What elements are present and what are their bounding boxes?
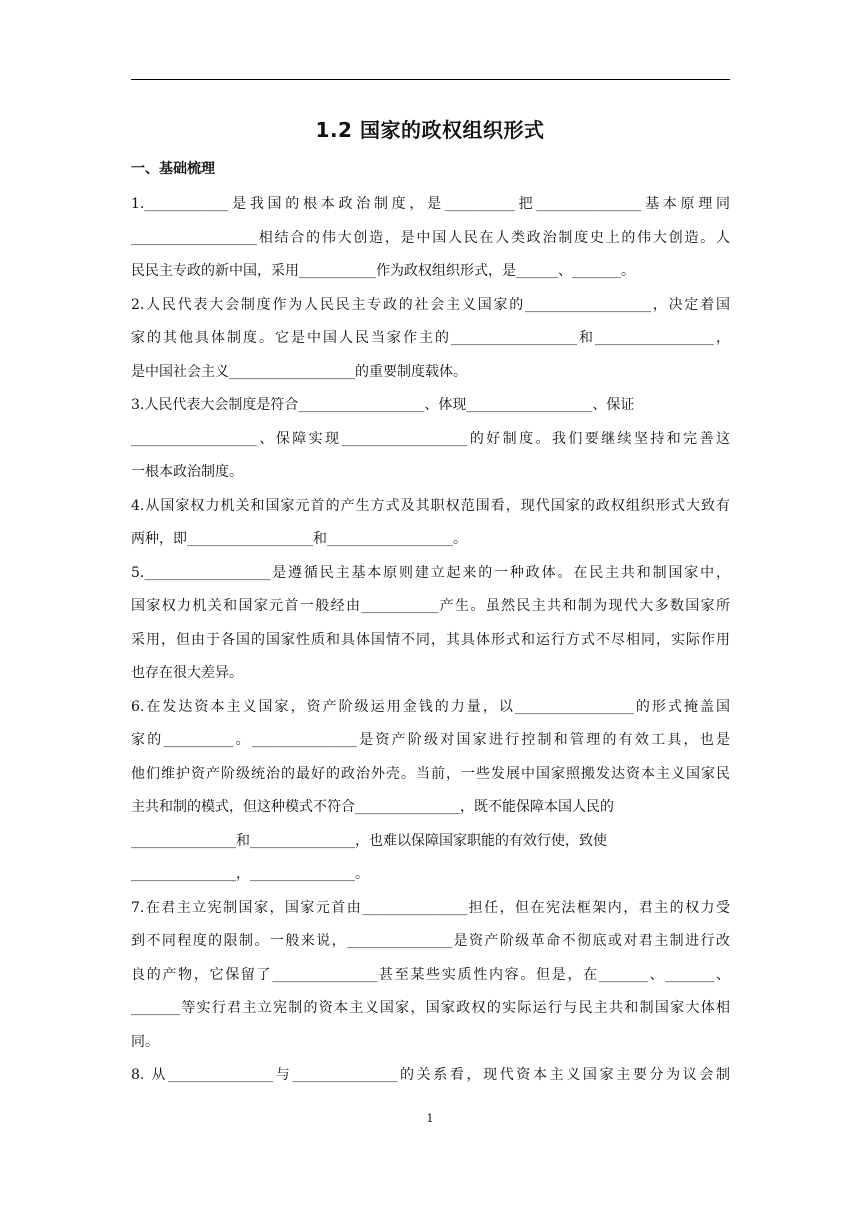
text-line: 2.人民代表大会制度作为人民民主专政的社会主义国家的__________________，决定着国	[131, 296, 730, 313]
text-line: _______等实行君主立宪制的资本主义国家，国家政权的实际运行与民主共和制国家大体相	[131, 1000, 730, 1016]
text-line: __________________相结合的伟大创造，是中国人民在人类政治制度史上的伟大创造。人	[131, 229, 730, 246]
text-line: 他们维护资产阶级统治的最好的政治外壳。当前，一些发展中国家照搬发达资本主义国家民	[131, 765, 730, 782]
text-line: 是中国社会主义__________________的重要制度载体。	[131, 363, 467, 380]
text-line: 到不同程度的限制。一般来说，_______________是资产阶级革命不彻底或对君主制进行改	[131, 933, 730, 949]
text-line: 同。	[131, 1033, 159, 1050]
text-line: 家的其他具体制度。它是中国人民当家作主的__________________和_________________，	[131, 330, 730, 346]
text-line: _______________，_______________。	[131, 866, 369, 882]
text-line: 采用，但由于各国的国家性质和具体国情不同，其具体形式和运行方式不尽相同，实际作用	[131, 631, 730, 648]
text-line: __________________、保障实现__________________的好制度。我们要继续坚持和完善这	[131, 430, 730, 447]
text-line: 1.____________是我国的根本政治制度，是__________把_______________基本原理同	[131, 196, 730, 212]
text-line: 4.从国家权力机关和国家元首的产生方式及其职权范围看，现代国家的政权组织形式大致有	[131, 497, 730, 514]
text-line: _______________和_______________，也难以保障国家职能的有效行使，致使	[131, 832, 607, 849]
text-line: 国家权力机关和国家元首一般经由___________产生。虽然民主共和制为现代大多数国家所	[131, 598, 730, 614]
text-line: 主共和制的模式，但这种模式不符合_______________，既不能保障本国人民的	[131, 799, 614, 815]
text-line: 6.在发达资本主义国家，资产阶级运用金钱的力量，以_________________的形式掩盖国	[131, 698, 730, 715]
text-line: 良的产物，它保留了_______________甚至某些实质性内容。但是，在_______、_______、	[131, 966, 730, 983]
text-line: 8. 从_______________与_______________的关系看，现代资本主义国家主要分为议会制	[131, 1067, 730, 1083]
text-line: 两种，即__________________和__________________。	[131, 531, 467, 547]
header-rule	[131, 79, 730, 80]
text-line: 也存在很大差异。	[131, 665, 243, 681]
text-line: 3.人民代表大会制度是符合__________________、体现__________________、保证	[131, 397, 635, 413]
section-heading: 一、基础梳理	[131, 161, 215, 177]
text-line: 5.__________________是遵循民主基本原则建立起来的一种政体。在民主共和制国家中，	[131, 564, 730, 581]
page-number: 1	[426, 1112, 434, 1125]
text-line: 民民主专政的新中国，采用___________作为政权组织形式，是______、_______。	[131, 263, 635, 279]
text-line: 家的__________。_______________是资产阶级对国家进行控制和管理的有效工具，也是	[131, 732, 730, 748]
text-line: 一根本政治制度。	[131, 464, 243, 480]
body-text	[131, 188, 730, 1093]
text-line: 7.在君主立宪制国家，国家元首由_______________担任，但在宪法框架内，君主的权力受	[131, 899, 730, 916]
page-title: 1.2 国家的政权组织形式	[315, 118, 545, 142]
